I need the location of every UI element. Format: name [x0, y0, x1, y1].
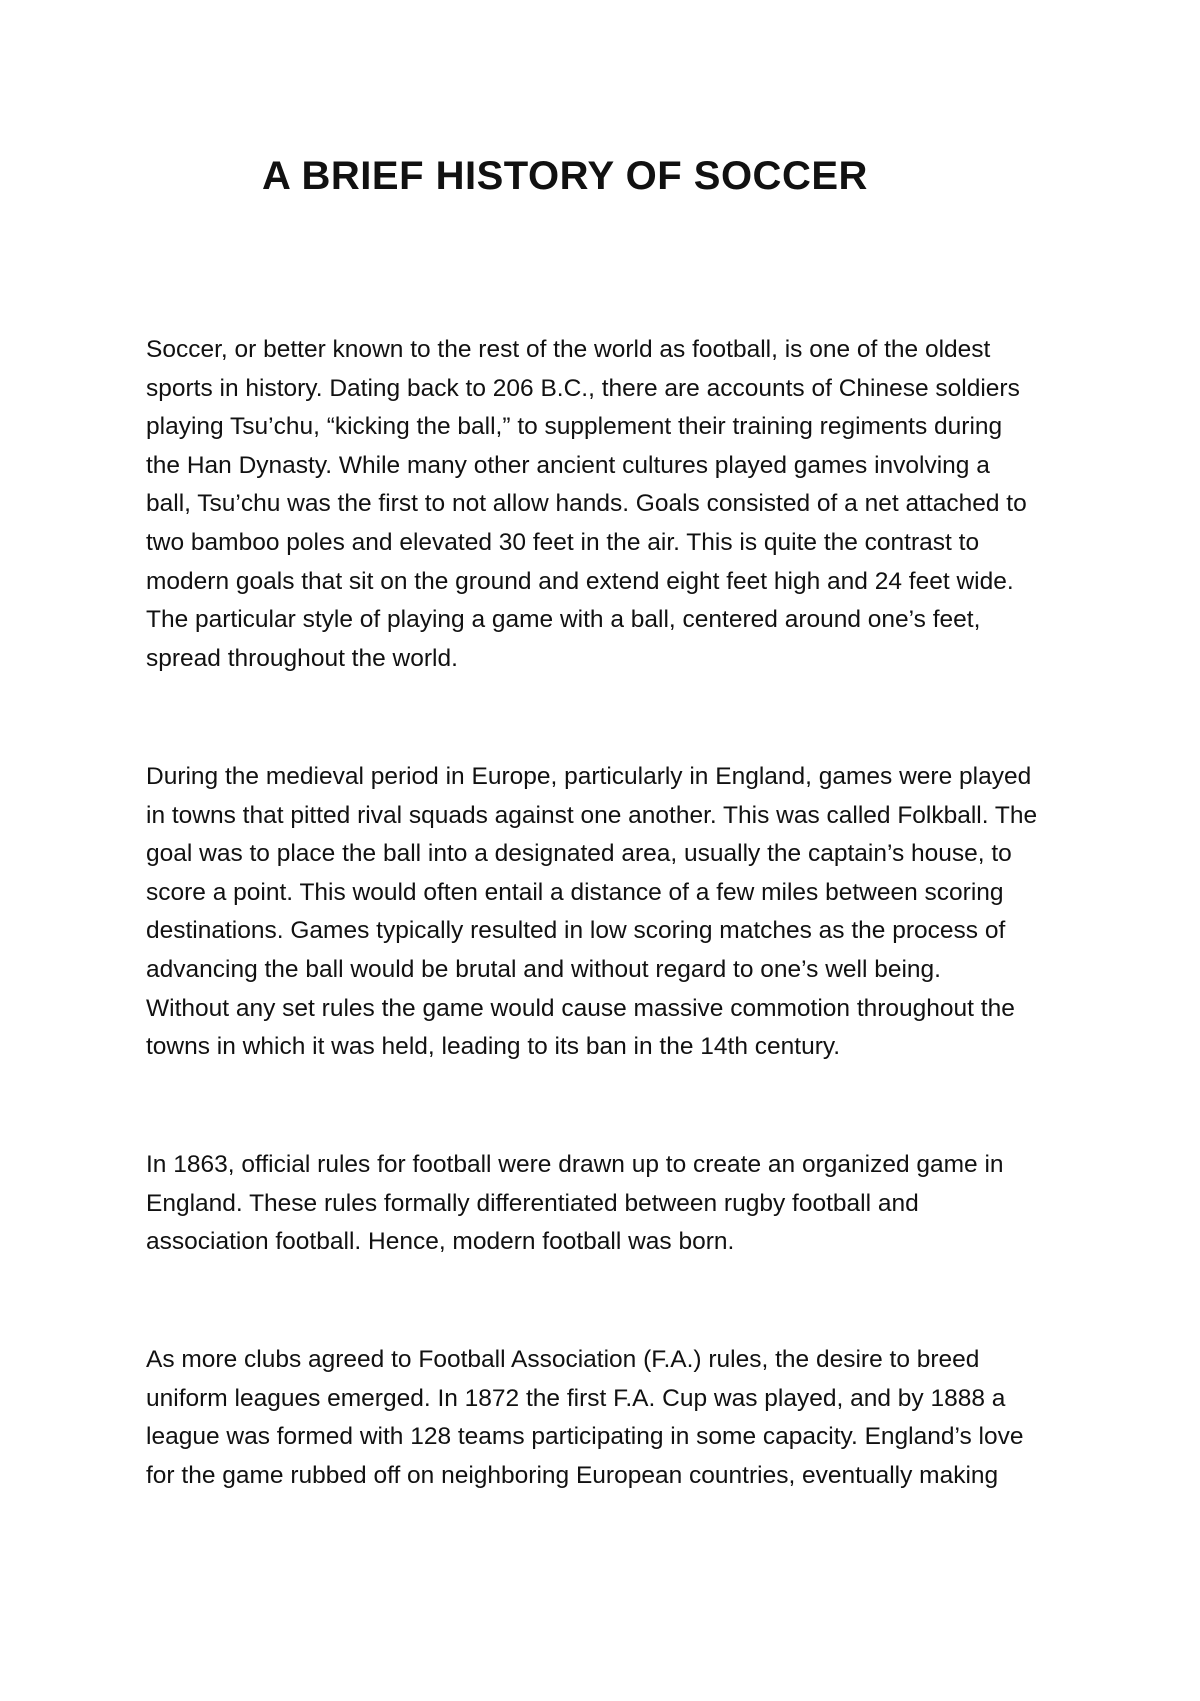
text-line: During the medieval period in Europe, particularly in England, games were played: [146, 763, 1032, 790]
text-line: spread throughout the world.: [146, 644, 458, 672]
text-line: association football. Hence, modern football was born.: [146, 1228, 735, 1256]
text-line: ball, Tsu’chu was the first to not allow hands. Goals consisted of a net attached to: [146, 490, 1027, 518]
paragraph-2: [146, 758, 1086, 1067]
text-line: towns in which it was held, leading to its ban in the 14th century.: [146, 1033, 841, 1061]
text-line: in towns that pitted rival squads against one another. This was called Folkball. The: [146, 801, 1038, 829]
text-line: advancing the ball would be brutal and without regard to one’s well being.: [146, 955, 941, 983]
text-line: England. These rules formally differentiated between rugby football and: [146, 1189, 919, 1217]
text-line: Soccer, or better known to the rest of the world as football, is one of the oldest: [146, 336, 991, 363]
text-line: goal was to place the ball into a designated area, usually the captain’s house, to: [146, 840, 1012, 868]
paragraph-1: [146, 331, 1086, 678]
text-line: The particular style of playing a game with a ball, centered around one’s feet,: [146, 606, 981, 634]
text-line: uniform leagues emerged. In 1872 the first F.A. Cup was played, and by 1888 a: [146, 1384, 1006, 1412]
text-line: league was formed with 128 teams participating in some capacity. England’s love: [146, 1423, 1024, 1451]
text-line: Without any set rules the game would cause massive commotion throughout the: [146, 994, 1015, 1022]
paragraph-3: [146, 1146, 1086, 1262]
text-line: As more clubs agreed to Football Association (F.A.) rules, the desire to breed: [146, 1346, 980, 1373]
text-line: two bamboo poles and elevated 30 feet in the air. This is quite the contrast to: [146, 528, 980, 556]
text-line: sports in history. Dating back to 206 B.C., there are accounts of Chinese soldiers: [146, 374, 1020, 402]
text-line: destinations. Games typically resulted in low scoring matches as the process of: [146, 917, 1006, 945]
text-line: In 1863, official rules for football were drawn up to create an organized game in: [146, 1151, 1004, 1178]
text-line: modern goals that sit on the ground and extend eight feet high and 24 feet wide.: [146, 567, 1014, 595]
paragraph-4: [146, 1341, 1086, 1495]
text-line: playing Tsu’chu, “kicking the ball,” to supplement their training regiments during: [146, 413, 1003, 441]
text-line: for the game rubbed off on neighboring European countries, eventually making: [146, 1461, 999, 1489]
text-line: score a point. This would often entail a distance of a few miles between scoring: [146, 878, 1004, 906]
document-title: A BRIEF HISTORY OF SOCCER: [262, 154, 868, 198]
text-line: the Han Dynasty. While many other ancient cultures played games involving a: [146, 451, 990, 479]
